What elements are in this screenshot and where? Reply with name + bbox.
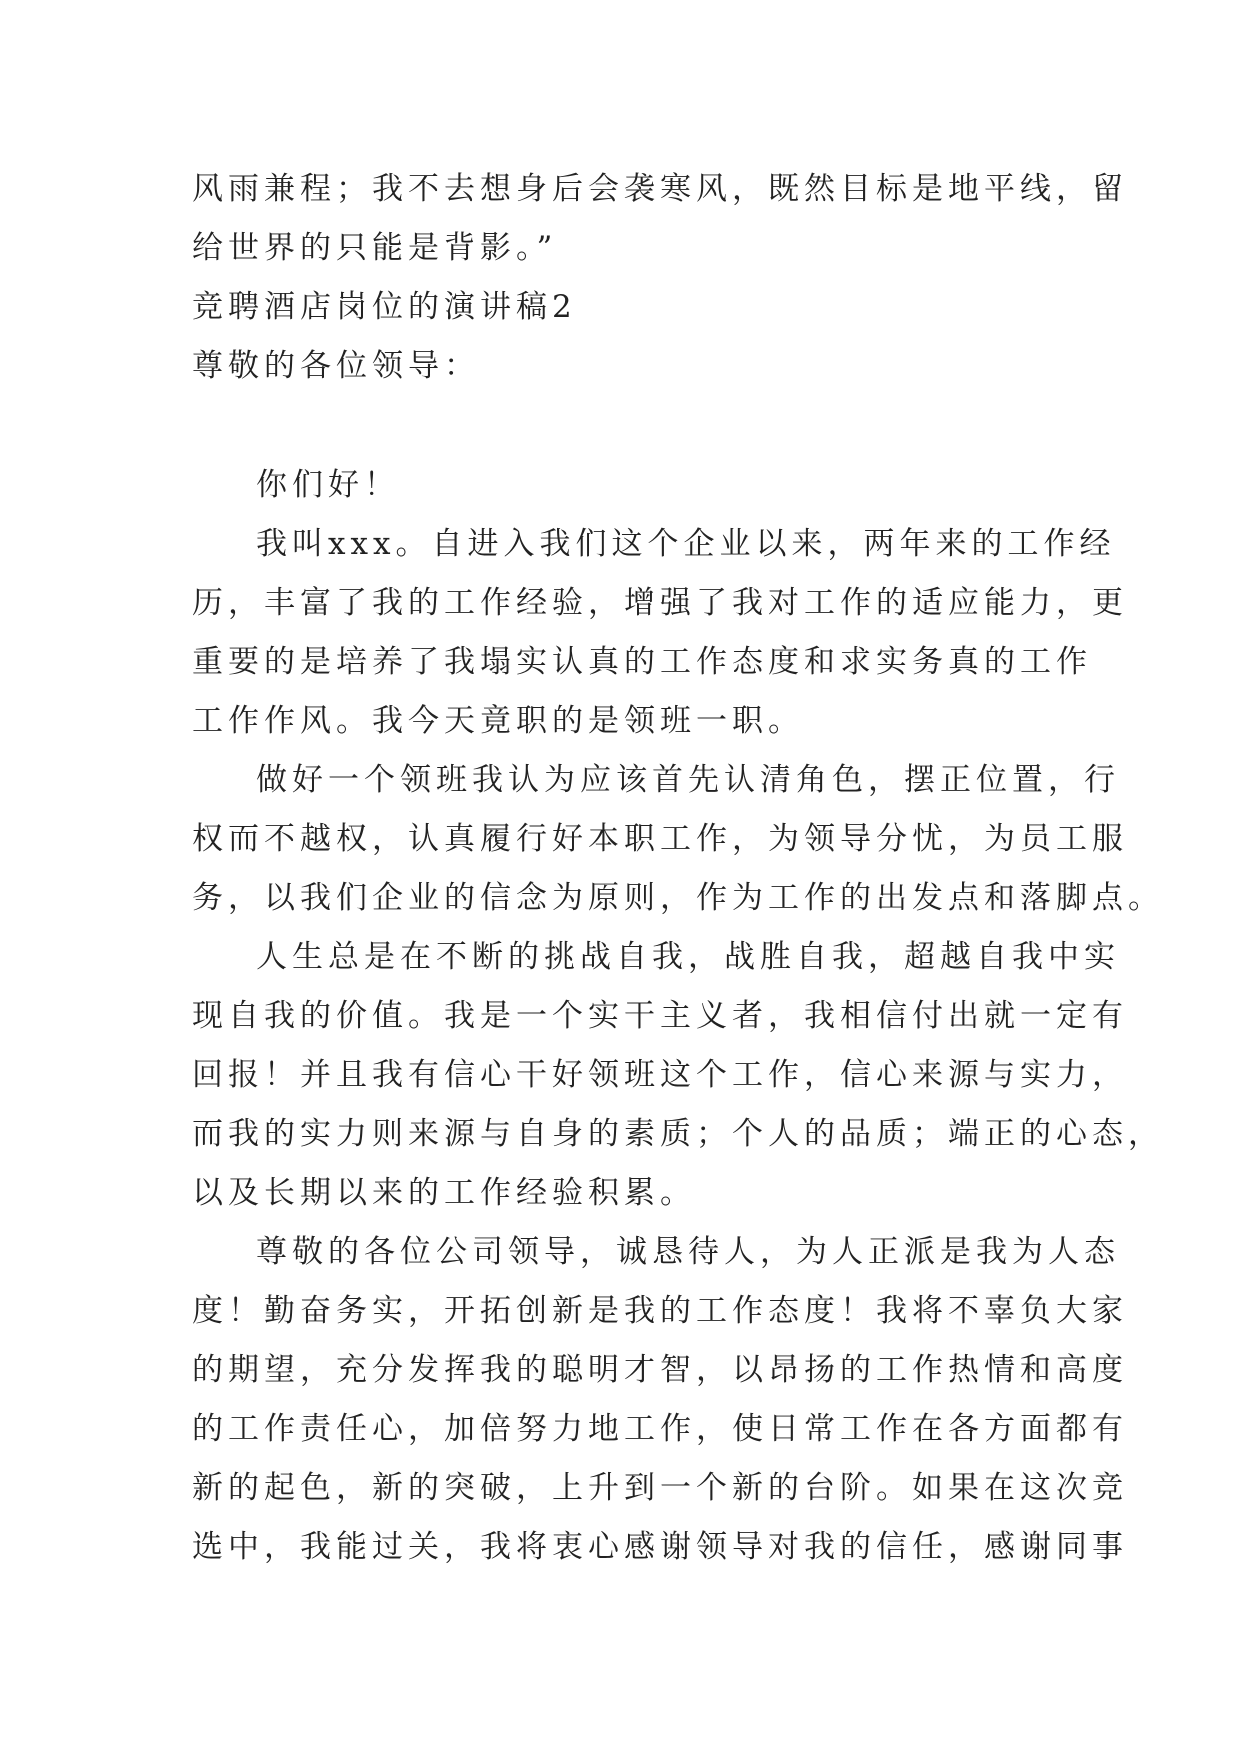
text-line: 新的起色，新的突破，上升到一个新的台阶。如果在这次竞 [192, 1470, 1128, 1506]
text-line: 给世界的只能是背影。” [192, 230, 558, 266]
text-line: 度！勤奋务实，开拓创新是我的工作态度！我将不辜负大家 [192, 1293, 1128, 1329]
text-line: 历，丰富了我的工作经验，增强了我对工作的适应能力，更 [192, 585, 1128, 621]
text-line: 选中，我能过关，我将衷心感谢领导对我的信任，感谢同事 [192, 1529, 1128, 1565]
text-line: 现自我的价值。我是一个实干主义者，我相信付出就一定有 [192, 998, 1128, 1034]
paragraph-gap [192, 396, 1054, 456]
greeting: 你们好！ [256, 467, 400, 503]
text-line: 风雨兼程；我不去想身后会袭寒风，既然目标是地平线，留 [192, 171, 1128, 207]
text-line: 权而不越权，认真履行好本职工作，为领导分忧，为员工服 [192, 821, 1128, 857]
text-line: 我叫xxx。自进入我们这个企业以来，两年来的工作经 [256, 526, 1116, 562]
document-page [192, 160, 1164, 1577]
text-line: 回报！并且我有信心干好领班这个工作，信心来源与实力， [192, 1057, 1128, 1093]
text-line: 而我的实力则来源与自身的素质；个人的品质；端正的心态， [192, 1116, 1164, 1152]
salutation: 尊敬的各位领导： [192, 348, 480, 384]
text-line: 以及长期以来的工作经验积累。 [192, 1175, 696, 1211]
text-line: 做好一个领班我认为应该首先认清角色，摆正位置，行 [256, 762, 1120, 798]
text-line: 尊敬的各位公司领导，诚恳待人，为人正派是我为人态 [256, 1234, 1120, 1270]
text-line: 的工作责任心，加倍努力地工作，使日常工作在各方面都有 [192, 1411, 1128, 1447]
text-line: 人生总是在不断的挑战自我，战胜自我，超越自我中实 [256, 939, 1120, 975]
section-title: 竞聘酒店岗位的演讲稿2 [192, 289, 577, 325]
text-line: 的期望，充分发挥我的聪明才智，以昂扬的工作热情和高度 [192, 1352, 1128, 1388]
text-line: 务，以我们企业的信念为原则，作为工作的出发点和落脚点。 [192, 880, 1164, 916]
text-line: 工作作风。我今天竟职的是领班一职。 [192, 703, 804, 739]
text-line: 重要的是培养了我塌实认真的工作态度和求实务真的工作 [192, 644, 1092, 680]
